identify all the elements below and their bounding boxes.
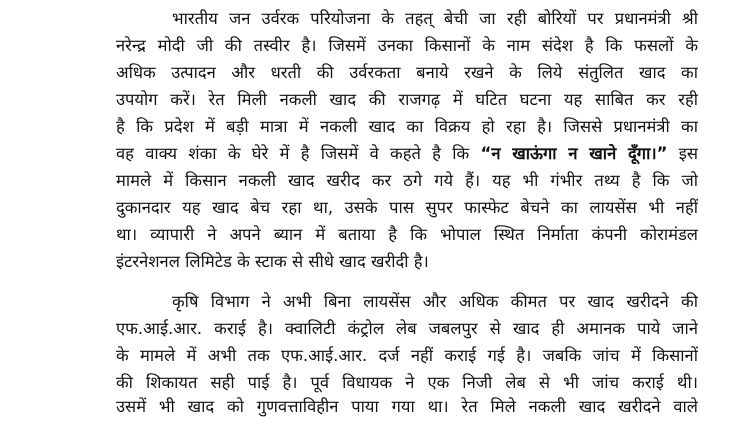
text-line: की शिकायत सही पाई है। पूर्व विधायक ने एक निजी लेब से भी जांच कराई थी। (116, 373, 698, 392)
text-segment: इस (667, 144, 698, 163)
text-line: नरेन्द्र मोदी जी की तस्वीर है। जिसमें उनका किसानों के नाम संदेश है कि फसलों के (116, 36, 698, 55)
text-line: है कि प्रदेश में बड़ी मात्रा में नकली खाद का विक्रय हो रहा है। जिससे प्रधानमंत्री का (116, 117, 698, 136)
text-line-with-quote (116, 140, 698, 167)
bold-quote: “न खाऊंगा न खाने दूँगा।” (480, 144, 668, 163)
text-line: उसमें भी खाद को गुणवत्ताविहीन पाया गया था। रेत मिले नकली खाद खरीदने वाले (116, 397, 698, 416)
text-line: उपयोग करें। रेत मिली नकली खाद की राजगढ़ में घटित घटना यह साबित कर रही (116, 90, 698, 109)
text-line: भारतीय जन उर्वरक परियोजना के तहत् बेची जा रही बोरियों पर प्रधानमंत्री श्री (172, 9, 698, 28)
text-line: मामले में किसान नकली खाद खरीद कर ठगे गये हैं। यह भी गंभीर तथ्य है कि जो (116, 171, 698, 190)
text-line: एफ.आई.आर. कराई है। क्वालिटी कंट्रोल लेब जबलपुर से खाद ही अमानक पाये जाने (116, 319, 698, 338)
text-line: अधिक उत्पादन और धरती की उर्वरकता बनाये रखने के लिये संतुलित खाद का (116, 63, 698, 82)
text-line: था। व्यापारी ने अपने ब्यान में बताया है कि भोपाल स्थित निर्माता कंपनी कोरामंडल (116, 225, 698, 244)
text-line: कृषि विभाग ने अभी बिना लायसेंस और अधिक कीमत पर खाद खरीदने की (172, 292, 698, 311)
text-line: के मामले में अभी तक एफ.आई.आर. दर्ज नहीं कराई गई है। जबकि जांच में किसानों (116, 346, 698, 365)
text-line: इंटरनेशनल लिमिटेड के स्टाक से सीधे खाद खरीदी है। (116, 252, 429, 271)
text-segment: वह वाक्य शंका के घेरे में है जिसमें वे कहते है कि (116, 144, 481, 163)
text-line: दुकानदार यह खाद बेच रहा था, उसके पास सुपर फास्फेट बेचने का लायसेंस भी नहीं (116, 198, 698, 217)
